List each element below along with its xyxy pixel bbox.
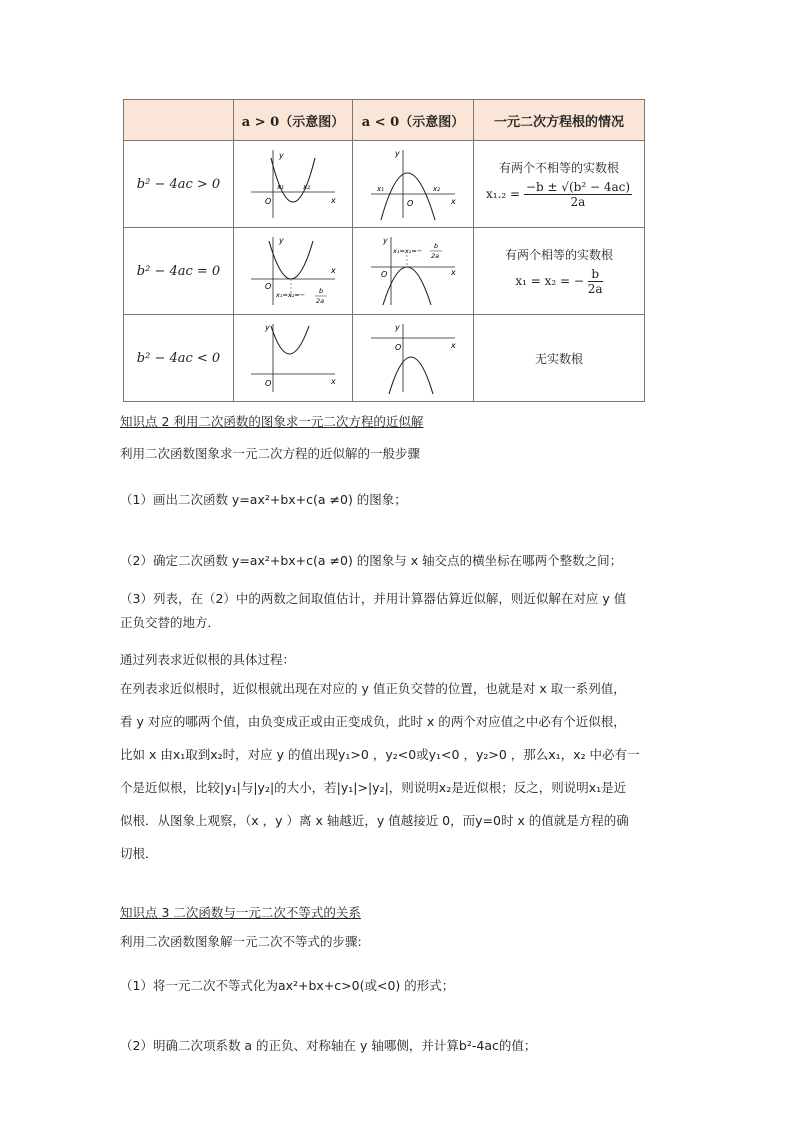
x-axis-label: x: [331, 377, 336, 386]
x2-label: x₂: [433, 185, 440, 193]
result-text: 有两个相等的实数根: [504, 248, 613, 262]
origin-label: O: [265, 379, 272, 388]
section2-step3-line2: 正负交替的地方．: [120, 615, 221, 630]
formula-numerator: −b ± √(b² − 4ac): [525, 180, 631, 194]
quadratic-formula: [474, 180, 644, 209]
condition-cell: b² − 4ac = 0: [124, 228, 234, 315]
graph-cell: [234, 315, 353, 402]
section2-subtitle: 利用二次函数图象求一元二次方程的近似解的一般步骤: [120, 446, 421, 461]
formula-denominator: 2a: [587, 282, 603, 296]
two-a-label: 2a: [316, 297, 325, 305]
graph-cell: [353, 228, 474, 315]
x-axis-label: x: [331, 196, 336, 205]
paragraph-line: 似根．从图象上观察，（x ，y ）离 x 轴越近，y 值越接近 0，而y=0时 x 的值就是方程的确: [120, 813, 629, 828]
double-root-label: x₁=x₂=−: [276, 291, 306, 299]
x2-label: x₂: [303, 183, 310, 191]
roots-table: [123, 99, 645, 402]
formula-denominator: 2a: [570, 195, 586, 209]
y-axis-label: y: [279, 236, 284, 245]
result-cell: [474, 141, 645, 228]
table-row: [124, 141, 645, 228]
parabola-down-two-roots-graph: [363, 146, 463, 222]
section2-step1: （1）画出二次函数 y=ax²+bx+c(a ≠0) 的图象；: [120, 492, 407, 507]
x-axis-label: x: [451, 197, 456, 206]
formula-lhs: x₁.₂ =: [485, 187, 521, 201]
section3-step2: （2）明确二次项系数 a 的正负、对称轴在 y 轴哪侧，并计算b²-4ac的值；: [120, 1038, 537, 1053]
table-row: [124, 228, 645, 315]
header-root-situation: 一元二次方程根的情况: [474, 100, 645, 141]
condition-cell: b² − 4ac < 0: [124, 315, 234, 402]
table-header-row: [124, 100, 645, 141]
paragraph-line: 比如 x 由x₁取到x₂时，对应 y 的值出现y₁>0 ，y₂<0或y₁<0 ，y₂>0 ，那么x₁，x₂ 中必有一: [120, 747, 640, 762]
section3-title: 知识点 3 二次函数与一元二次不等式的关系: [120, 905, 361, 920]
paragraph-line: 切根．: [120, 846, 158, 861]
graph-cell: [353, 141, 474, 228]
formula-numerator: b: [588, 267, 603, 282]
two-a-label: 2a: [431, 252, 440, 260]
section2-step3-line1: （3）列表，在（2）中的两数之间取值估计，并用计算器估算近似解，则近似解在对应 y 值: [120, 591, 627, 606]
x-axis-label: x: [331, 266, 336, 275]
y-axis-label: y: [279, 151, 284, 160]
result-cell: [474, 228, 645, 315]
y-axis-label: y: [395, 323, 400, 332]
y-axis-label: y: [395, 149, 400, 158]
paragraph-line: 个是近似根，比较|y₁|与|y₂|的大小，若|y₁|>|y₂|，则说明x₂是近似根；反之，则说明x₁是近: [120, 780, 627, 795]
section2-title: 知识点 2 利用二次函数的图象求一元二次方程的近似解: [120, 414, 424, 429]
table-row: [124, 315, 645, 402]
b-label: b: [434, 242, 439, 250]
formula-lhs: x₁ = x₂ = −: [515, 274, 584, 288]
b-label: b: [319, 287, 324, 295]
paragraph-line: 看 y 对应的哪两个值，由负变成正或由正变成负，此时 x 的两个对应值之中必有个近似根，: [120, 714, 626, 729]
x1-label: x₁: [277, 183, 284, 191]
graph-cell: [234, 228, 353, 315]
process-paragraph: [120, 672, 686, 870]
x-axis-label: x: [451, 341, 456, 350]
y-axis-label: y: [265, 323, 270, 332]
process-title: 通过列表求近似根的具体过程：: [120, 652, 296, 667]
double-root-label: x₁=x₂=−: [393, 247, 423, 255]
y-axis-label: y: [383, 236, 388, 245]
section3-subtitle: 利用二次函数图象解一元二次不等式的步骤:: [120, 934, 362, 949]
section2-step2: （2）确定二次函数 y=ax²+bx+c(a ≠0) 的图象与 x 轴交点的横坐标在哪两个整数之间；: [120, 553, 623, 568]
header-a-positive: a > 0（示意图）: [234, 100, 353, 141]
section3-step1: （1）将一元二次不等式化为ax²+bx+c>0(或<0) 的形式；: [120, 978, 455, 993]
origin-label: O: [265, 197, 272, 206]
paragraph-line: 在列表求近似根时，近似根就出现在对应的 y 值正负交替的位置，也就是对 x 取一系列值，: [120, 681, 626, 696]
parabola-up-one-root-graph: [243, 233, 343, 309]
parabola-up-no-root-graph: [243, 320, 343, 396]
double-root-formula: [474, 267, 644, 296]
origin-label: O: [407, 199, 414, 208]
origin-label: O: [395, 343, 402, 352]
origin-label: O: [381, 270, 388, 279]
graph-cell: [353, 315, 474, 402]
parabola-up-two-roots-graph: [243, 146, 343, 222]
parabola-down-one-root-graph: [363, 233, 463, 309]
header-a-negative: a < 0（示意图）: [353, 100, 474, 141]
result-text: 有两个不相等的实数根: [498, 161, 619, 175]
result-cell: 无实数根: [474, 315, 645, 402]
x-axis-label: x: [451, 268, 456, 277]
condition-cell: b² − 4ac > 0: [124, 141, 234, 228]
header-empty: [124, 100, 234, 141]
parabola-down-no-root-graph: [363, 320, 463, 396]
x1-label: x₁: [377, 185, 384, 193]
origin-label: O: [265, 282, 272, 291]
graph-cell: [234, 141, 353, 228]
